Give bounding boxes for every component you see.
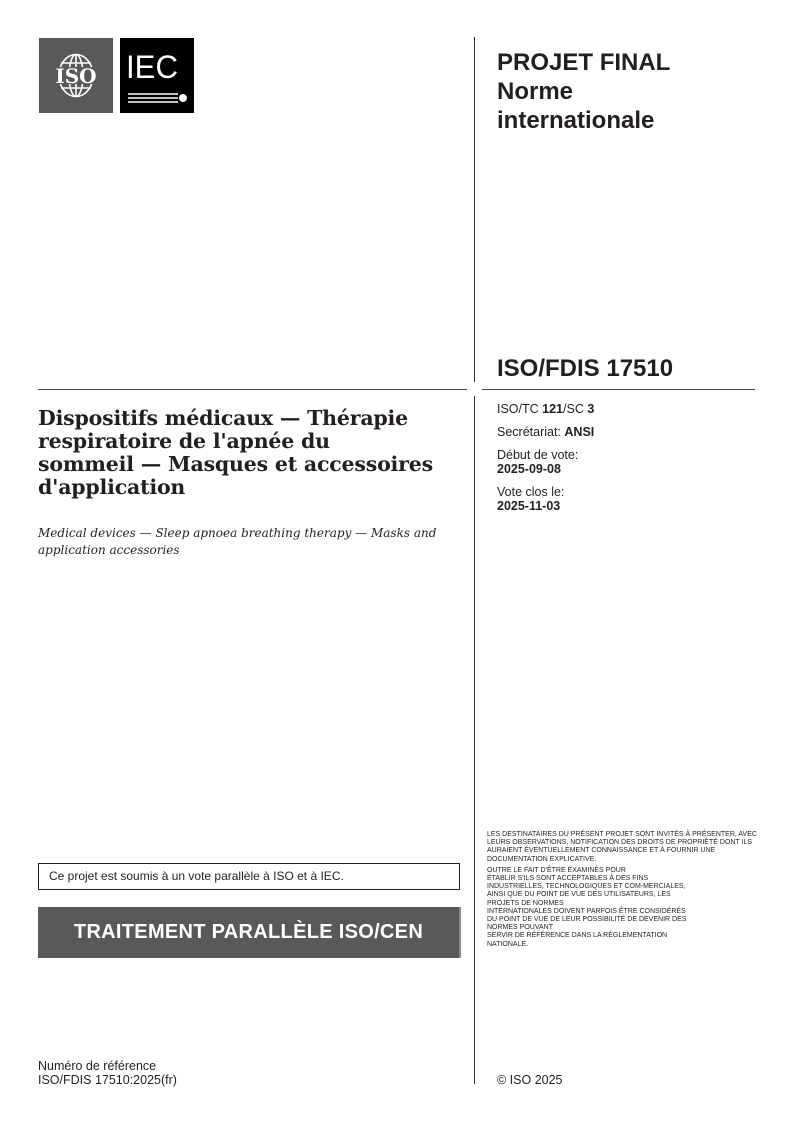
svg-text:ISO: ISO [55, 64, 97, 88]
committee: ISO/TC 121/SC 3 [497, 402, 595, 416]
parallel-processing-banner: TRAITEMENT PARALLÈLE ISO/CEN [38, 907, 461, 958]
vertical-divider-top [474, 37, 475, 382]
english-title: Medical devices — Sleep apnoea breathing therapy — Masks and application accessories [38, 526, 437, 557]
secretariat: Secrétariat: ANSI [497, 425, 595, 439]
iec-emblem-icon [120, 38, 194, 113]
recipient-notice [487, 831, 762, 952]
french-title-line: d'application [38, 475, 186, 499]
reference-label: Numéro de référence [38, 1059, 157, 1073]
french-title-line: respiratoire de l'apnée du [38, 429, 330, 453]
vote-end: Vote clos le: 2025-11-03 [497, 485, 565, 513]
document-number: ISO/FDIS 17510 [497, 355, 674, 382]
vertical-divider-bottom [474, 396, 475, 1084]
iec-logo [120, 38, 194, 113]
copyright: © ISO 2025 [497, 1073, 563, 1087]
french-title [38, 407, 458, 499]
stage-label: PROJET FINAL [497, 49, 671, 76]
reference-number [38, 1059, 177, 1087]
svg-text:IEC: IEC [126, 49, 178, 85]
french-title-line: sommeil — Masques et accessoires [38, 452, 433, 476]
document-type-line1: Norme [497, 78, 574, 105]
horizontal-divider-right [482, 389, 755, 390]
parallel-vote-note: Ce projet est soumis à un vote parallèle à ISO et à IEC. [38, 863, 460, 890]
document-stage-heading [497, 48, 670, 135]
notice-paragraph-2: OUTRE LE FAIT D'ÊTRE EXAMINÉS POUR ÉTABLIR S'ILS SONT ACCEPTABLES À DES FINS INDUSTRIELLES, TECHNOLOGIQUES ET COM-MERCIALES, AINSI QUE DU POINT DE VUE DES UTILISATEURS, LES PROJETS DE NORMES INTERNATIONALES DOIVENT PARFOIS ÊTRE CONSIDÉRÉS DU POINT DE VUE DE LEUR POSSIBILITÉ DE DEVENIR DES NORMES POUVANT SERVIR DE RÉFÉRENCE DANS LA RÉGLEMENTATION NATIONALE. [487, 866, 687, 948]
iso-logo [39, 38, 113, 113]
document-type-line2: internationale [497, 107, 655, 134]
document-metadata [497, 402, 594, 522]
notice-paragraph-1: LES DESTINATAIRES DU PRÉSENT PROJET SONT INVITÉS À PRÉSENTER, AVEC LEURS OBSERVATIONS, NOTIFICATION DES DROITS DE PROPRIÉTÉ DONT ILS AURAIENT ÉVENTUELLEMENT CONNAISSANCE ET À FOURNIR UNE DOCUMENTATION EXPLICATIVE. [487, 831, 757, 863]
french-title-line: Dispositifs médicaux — Thérapie [38, 406, 408, 430]
reference-value: ISO/FDIS 17510:2025(fr) [38, 1073, 177, 1087]
vote-start: Début de vote: 2025-09-08 [497, 448, 579, 476]
horizontal-divider-left [38, 389, 467, 390]
iso-globe-icon [39, 38, 113, 113]
